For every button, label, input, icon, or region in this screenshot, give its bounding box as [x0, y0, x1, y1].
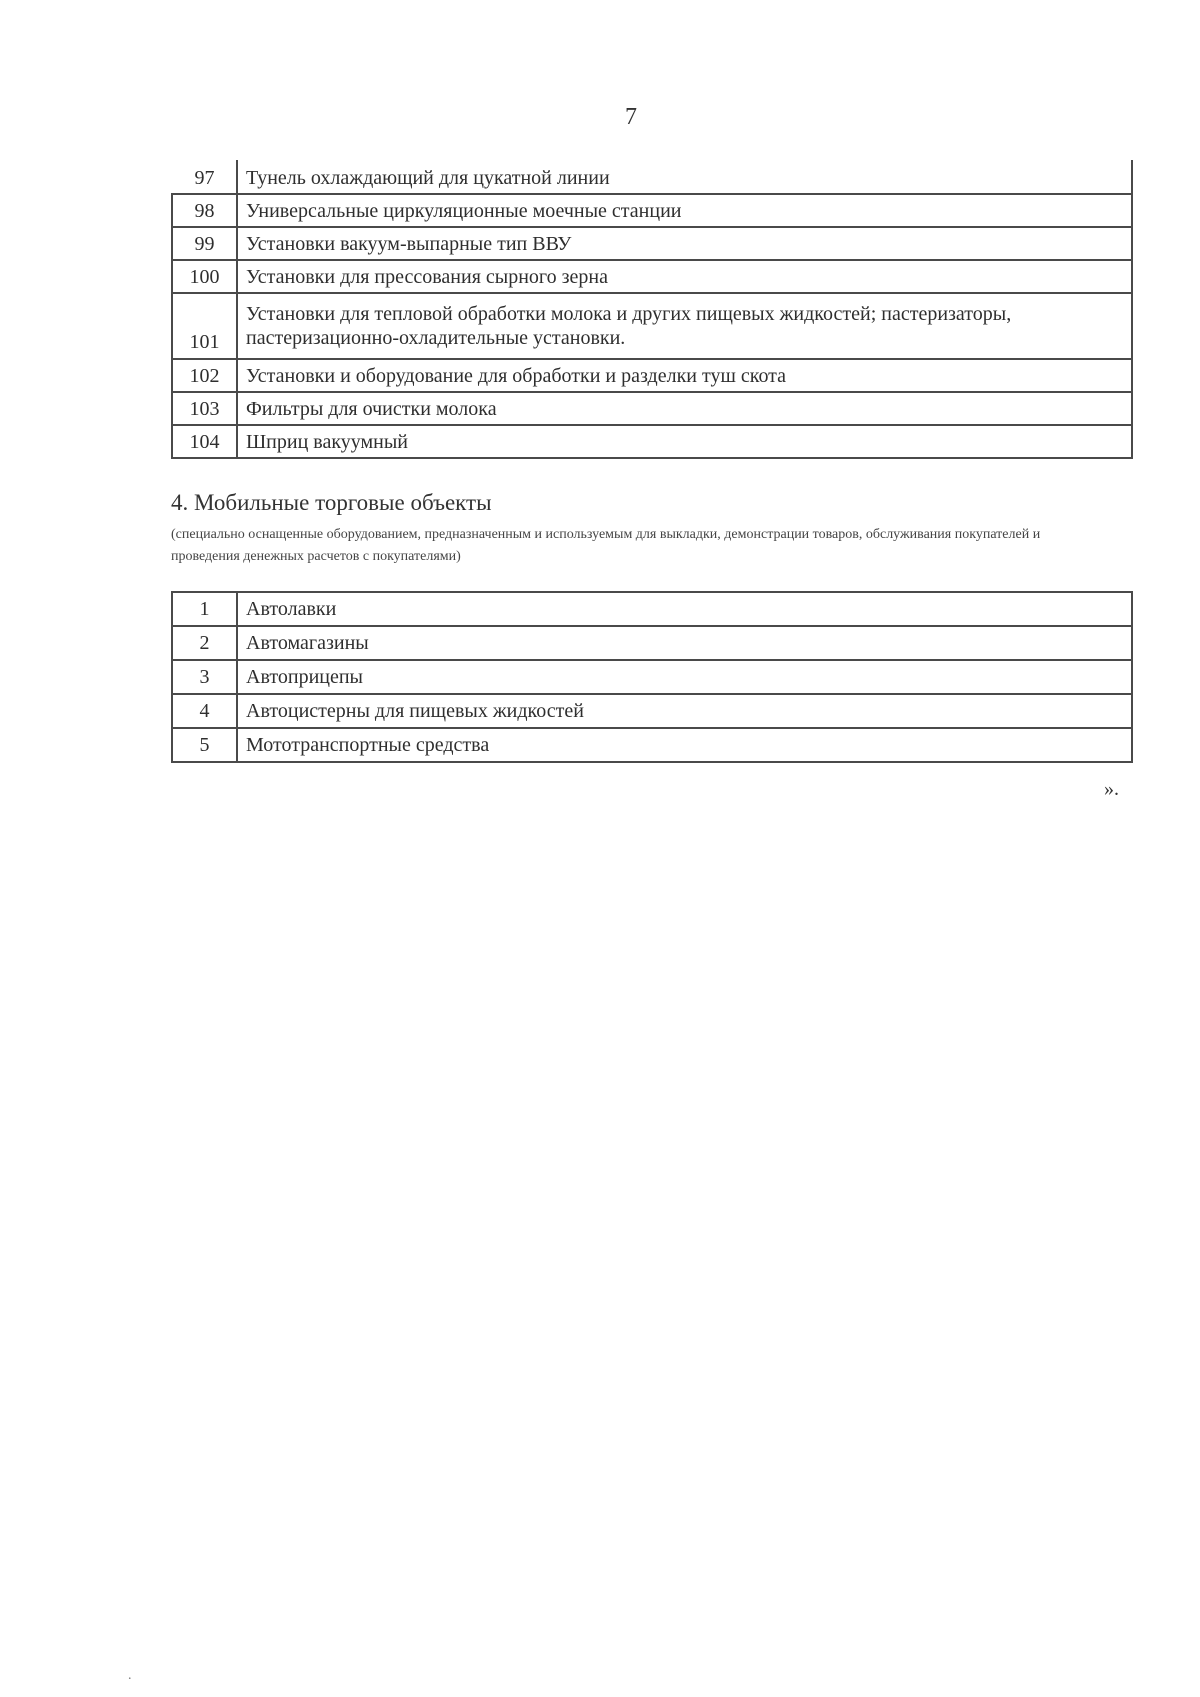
row-text: Автомагазины [237, 626, 1132, 660]
row-number: 5 [172, 728, 237, 762]
row-number: 102 [172, 359, 237, 392]
row-number: 101 [172, 293, 237, 359]
row-text: Установки вакуум-выпарные тип ВВУ [237, 227, 1132, 260]
row-number: 104 [172, 425, 237, 458]
row-text: Универсальные циркуляционные моечные станции [237, 194, 1132, 227]
table-row [172, 592, 1132, 626]
row-number: 2 [172, 626, 237, 660]
row-number: 98 [172, 194, 237, 227]
row-text: Шприц вакуумный [237, 425, 1132, 458]
row-number: 100 [172, 260, 237, 293]
mobile-objects-table [171, 591, 1133, 763]
row-text: Установки для прессования сырного зерна [237, 260, 1132, 293]
table-row [172, 227, 1132, 260]
row-number: 1 [172, 592, 237, 626]
row-text: Автоцистерны для пищевых жидкостей [237, 694, 1132, 728]
row-text: Тунель охлаждающий для цукатной линии [237, 161, 1132, 194]
table-row [172, 660, 1132, 694]
table-row [172, 260, 1132, 293]
equipment-table [171, 160, 1133, 459]
table-row [172, 728, 1132, 762]
row-number: 99 [172, 227, 237, 260]
table-row [172, 694, 1132, 728]
table-row [172, 425, 1132, 458]
row-number: 4 [172, 694, 237, 728]
row-text: Автолавки [237, 592, 1132, 626]
table-row [172, 194, 1132, 227]
row-number: 103 [172, 392, 237, 425]
row-number: 3 [172, 660, 237, 694]
table-row [172, 293, 1132, 359]
footer-mark: . [128, 1668, 132, 1683]
row-text: Установки для тепловой обработки молока и других пищевых жидкостей; пастеризаторы, пастеризационно-охладительные установки. [237, 293, 1132, 359]
table-row [172, 392, 1132, 425]
row-text: Мототранспортные средства [237, 728, 1132, 762]
row-text: Фильтры для очистки молока [237, 392, 1132, 425]
table-row [172, 626, 1132, 660]
row-text: Автоприцепы [237, 660, 1132, 694]
section-note: (специально оснащенные оборудованием, предназначенным и используемым для выкладки, демонстрации товаров, обслуживания покупателей и проведения денежных расчетов с покупателями) [171, 527, 1041, 564]
row-text: Установки и оборудование для обработки и разделки туш скота [237, 359, 1132, 392]
table-row [172, 359, 1132, 392]
page-number: 7 [625, 104, 637, 130]
section-title: 4. Мобильные торговые объекты [171, 490, 492, 515]
table-row [172, 161, 1132, 194]
closing-quote: ». [1104, 778, 1119, 800]
row-number: 97 [172, 161, 237, 194]
